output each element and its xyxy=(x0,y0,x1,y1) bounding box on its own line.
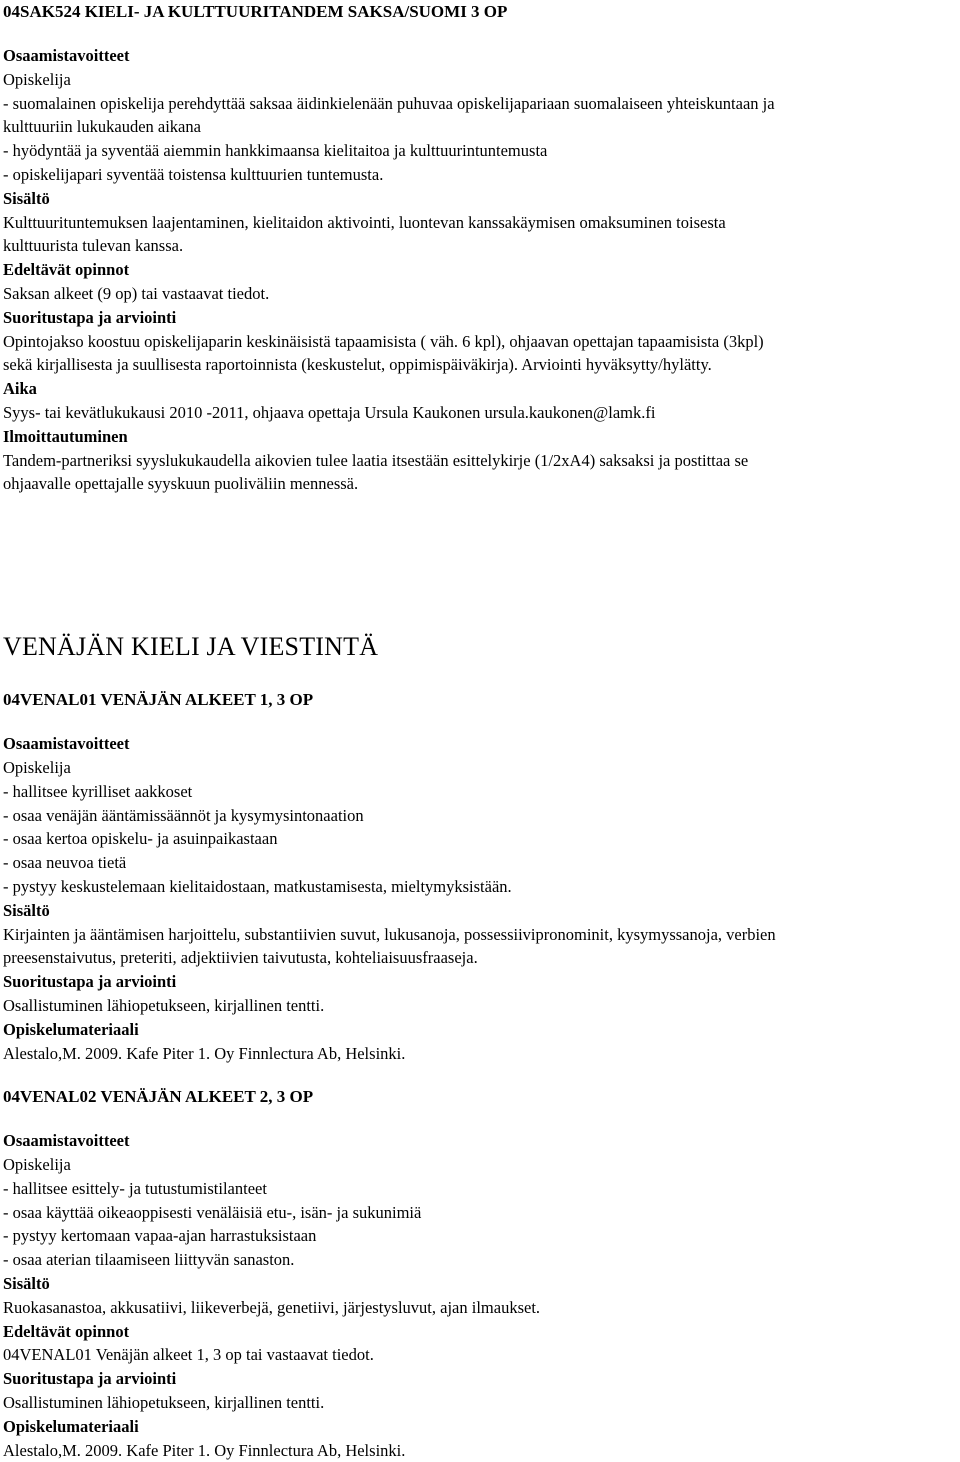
heading-suoritustapa: Suoritustapa ja arviointi xyxy=(3,1369,177,1389)
registration-text-continued: ohjaavalle opettajalle syyskuun puoliväliin mennessä. xyxy=(3,474,359,494)
prerequisites-text: Saksan alkeet (9 op) tai vastaavat tiedot. xyxy=(3,283,270,303)
label-opiskelija: Opiskelija xyxy=(3,69,71,89)
goal-item: - suomalainen opiskelija perehdyttää saksaa äidinkielenään puhuvaa opiskelijapariaan suomalaiseen yhteiskuntaan ja xyxy=(3,93,775,113)
label-opiskelija: Opiskelija xyxy=(3,1155,71,1175)
heading-sisalto: Sisältö xyxy=(3,900,50,920)
content-text: Ruokasanastoa, akkusatiivi, liikeverbejä, genetiivi, järjestysluvut, ajan ilmaukset. xyxy=(3,1297,541,1317)
section-title: VENÄJÄN KIELI JA VIESTINTÄ xyxy=(3,632,379,662)
heading-suoritustapa: Suoritustapa ja arviointi xyxy=(3,972,177,992)
assessment-text-continued: sekä kirjallisesta ja suullisesta raportoinnista (keskustelut, oppimispäiväkirja). Arviointi hyväksytty/hylätty. xyxy=(3,355,712,375)
prerequisites-text: 04VENAL01 Venäjän alkeet 1, 3 op tai vastaavat tiedot. xyxy=(3,1345,374,1365)
content-text: Kulttuurituntemuksen laajentaminen, kielitaidon aktivointi, luontevan kanssakäymisen omaksuminen toisesta xyxy=(3,212,726,232)
heading-aika: Aika xyxy=(3,379,37,399)
goal-item-continued: kulttuuriin lukukauden aikana xyxy=(3,117,201,137)
heading-opiskelumateriaali: Opiskelumateriaali xyxy=(3,1416,139,1436)
goal-item: - hyödyntää ja syventää aiemmin hankkimaansa kielitaitoa ja kulttuurintuntemusta xyxy=(3,141,548,161)
material-text: Alestalo,M. 2009. Kafe Piter 1. Oy Finnlectura Ab, Helsinki. xyxy=(3,1440,406,1460)
assessment-text: Osallistuminen lähiopetukseen, kirjallinen tentti. xyxy=(3,995,325,1015)
course-saksa-tandem xyxy=(3,0,957,496)
goal-item: - opiskelijapari syventää toistensa kulttuurien tuntemusta. xyxy=(3,164,384,184)
course-venajan-alkeet-1 xyxy=(3,688,957,1065)
registration-text: Tandem-partneriksi syyslukukaudella aikovien tulee laatia itsestään esittelykirje (1/2xA4) saksaksi ja postittaa se xyxy=(3,450,749,470)
goal-item: - osaa neuvoa tietä xyxy=(3,853,127,873)
content-text-continued: preesenstaivutus, preteriti, adjektiivien taivutusta, kohteliaisuusfraaseja. xyxy=(3,948,478,968)
heading-edeltavat-opinnot: Edeltävät opinnot xyxy=(3,1321,130,1341)
assessment-text: Opintojakso koostuu opiskelijaparin keskinäisistä tapaamisista ( väh. 6 kpl), ohjaavan opettajan tapaamisista (3kpl) xyxy=(3,331,764,351)
goal-item: - osaa käyttää oikeaoppisesti venäläisiä etu-, isän- ja sukunimiä xyxy=(3,1202,422,1222)
heading-ilmoittautuminen: Ilmoittautuminen xyxy=(3,426,128,446)
goal-item: - pystyy kertomaan vapaa-ajan harrastuksistaan xyxy=(3,1226,317,1246)
heading-sisalto: Sisältö xyxy=(3,188,50,208)
goal-item: - osaa venäjän ääntämissäännöt ja kysymysintonaation xyxy=(3,805,364,825)
heading-osaamistavoitteet: Osaamistavoitteet xyxy=(3,46,130,65)
heading-edeltavat-opinnot: Edeltävät opinnot xyxy=(3,260,130,280)
heading-opiskelumateriaali: Opiskelumateriaali xyxy=(3,1019,139,1039)
assessment-text: Osallistuminen lähiopetukseen, kirjallinen tentti. xyxy=(3,1393,325,1413)
time-text: Syys- tai kevätlukukausi 2010 -2011, ohjaava opettaja Ursula Kaukonen ursula.kaukonen@lamk.fi xyxy=(3,402,656,422)
course-title: 04VENAL02 VENÄJÄN ALKEET 2, 3 OP xyxy=(3,1087,314,1107)
heading-osaamistavoitteet: Osaamistavoitteet xyxy=(3,1131,130,1151)
course-venajan-alkeet-2 xyxy=(3,1085,957,1462)
heading-sisalto: Sisältö xyxy=(3,1274,50,1294)
content-text: Kirjainten ja ääntämisen harjoittelu, substantiivien suvut, lukusanoja, possessiivipronominit, kysymyssanoja, verbien xyxy=(3,924,776,944)
content-text-continued: kulttuurista tulevan kanssa. xyxy=(3,236,184,256)
material-text: Alestalo,M. 2009. Kafe Piter 1. Oy Finnlectura Ab, Helsinki. xyxy=(3,1043,406,1063)
heading-osaamistavoitteet: Osaamistavoitteet xyxy=(3,734,130,754)
course-title: 04VENAL01 VENÄJÄN ALKEET 1, 3 OP xyxy=(3,690,314,710)
goal-item: - osaa kertoa opiskelu- ja asuinpaikastaan xyxy=(3,829,278,849)
course-title: 04SAK524 KIELI- JA KULTTUURITANDEM SAKSA/SUOMI 3 OP xyxy=(3,2,508,21)
heading-suoritustapa: Suoritustapa ja arviointi xyxy=(3,307,177,327)
goal-item: - hallitsee kyrilliset aakkoset xyxy=(3,781,193,801)
goal-item: - pystyy keskustelemaan kielitaidostaan, matkustamisesta, mieltymyksistään. xyxy=(3,876,512,896)
goal-item: - hallitsee esittely- ja tutustumistilanteet xyxy=(3,1178,267,1198)
label-opiskelija: Opiskelija xyxy=(3,757,71,777)
goal-item: - osaa aterian tilaamiseen liittyvän sanaston. xyxy=(3,1250,295,1270)
